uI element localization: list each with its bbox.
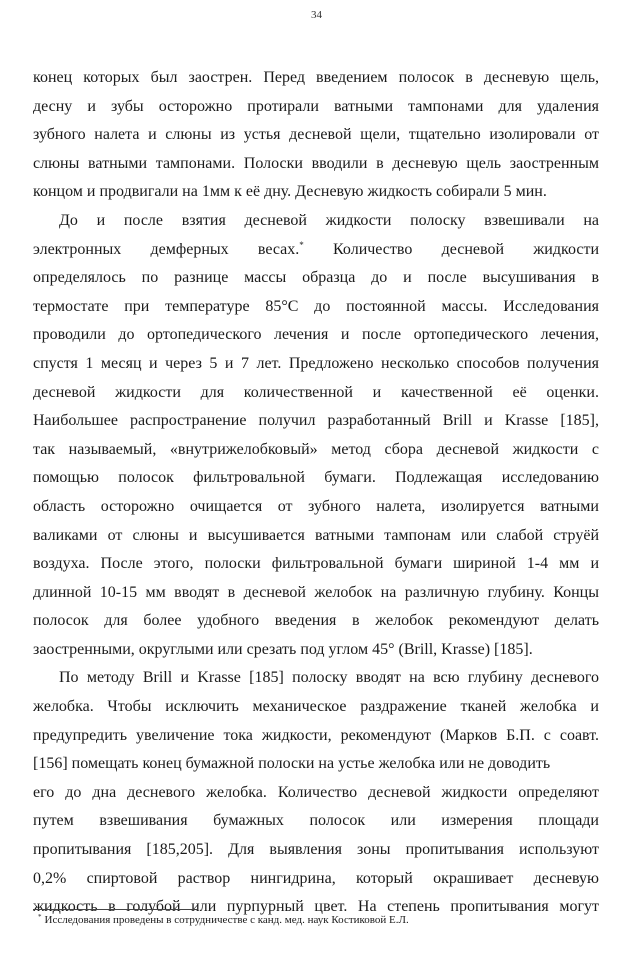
text-line: воздуха. После этого, полоски фильтровальной бумаги шириной 1-4 мм и: [33, 555, 599, 573]
text-line: [156] помещать конец бумажной полоски на устье желобка или не доводить: [33, 755, 551, 773]
text-line: спустя 1 месяц и через 5 и 7 лет. Предложено несколько способов получения: [33, 354, 599, 372]
text-line: термостате при температуре 85°С до постоянной массы. Исследования: [33, 297, 599, 315]
text-line: десну и зубы осторожно протирали ватными тампонами для удаления: [33, 97, 599, 115]
text-line: пропитывания [185,205]. Для выявления зоны пропитывания используют: [33, 841, 599, 859]
footnote-reference: *: [299, 239, 304, 250]
text-line: определялось по разнице массы образца до и после высушивания в: [33, 269, 599, 287]
footnote: [38, 913, 598, 927]
text-line: путем взвешивания бумажных полосок или измерения площади: [33, 812, 599, 830]
text-line: зубного налета и слюны из устья десневой щели, тщательно изолировали от: [33, 126, 599, 144]
text-line: длинной 10-15 мм вводят в десневой желобок на различную глубину. Концы: [33, 583, 599, 601]
text-line: десневой жидкости для количественной и качественной её оценки.: [33, 383, 599, 401]
text-line: конец которых был заострен. Перед введением полосок в десневую щель,: [33, 69, 599, 86]
text-line: так называемый, «внутрижелобковый» метод сбора десневой жидкости с: [33, 440, 599, 458]
text-line: жидкость в голубой или пурпурный цвет. На степень пропитывания могут: [33, 898, 599, 916]
text-line: область осторожно очищается от зубного налета, изолируется ватными: [33, 497, 599, 515]
text-line: его до дна десневого желобка. Количество десневой жидкости определяют: [33, 783, 599, 801]
text-line: желобка. Чтобы исключить механическое раздражение тканей желобка и: [33, 698, 599, 716]
text-line: 0,2% спиртовой раствор нингидрина, который окрашивает десневую: [33, 869, 599, 887]
footnote-divider: [33, 909, 197, 910]
body-text: [33, 64, 599, 922]
text-line: заостренными, округлыми или срезать под углом 45° (Brill, Krasse) [185].: [33, 640, 533, 658]
text-line: До и после взятия десневой жидкости полоску взвешивали на: [59, 211, 599, 229]
footnote-text: Исследования проведены в сотрудничестве с канд. мед. наук Костиковой Е.Л.: [44, 914, 409, 926]
text-line: По методу Brill и Krasse [185] полоску вводят на всю глубину десневого: [59, 669, 599, 687]
text-line: помощью полосок фильтровальной бумаги. Подлежащая исследованию: [33, 469, 599, 487]
footnote-marker: *: [38, 913, 42, 921]
page-number: 34: [311, 9, 322, 21]
text-line: полосок для более удобного введения в желобок рекомендуют делать: [33, 612, 599, 630]
text-line: слюны ватными тампонами. Полоски вводили в десневую щель заостренным: [33, 154, 599, 172]
text-fragment: электронных демферных весах.: [33, 240, 300, 258]
text-line: концом и продвигали на 1мм к её дну. Десневую жидкость собирали 5 мин.: [33, 183, 547, 201]
text-line: проводили до ортопедического лечения и после ортопедического лечения,: [33, 326, 599, 344]
text-fragment: Количество десневой жидкости: [333, 240, 600, 258]
text-line: валиками от слюны и высушивается ватными тампонам или слабой струёй: [33, 526, 599, 544]
text-line-with-note: [33, 236, 599, 265]
text-line: предупредить увеличение тока жидкости, рекомендуют (Марков Б.П. с соавт.: [33, 726, 599, 744]
text-line: Наибольшее распространение получил разработанный Brill и Krasse [185],: [33, 412, 599, 430]
